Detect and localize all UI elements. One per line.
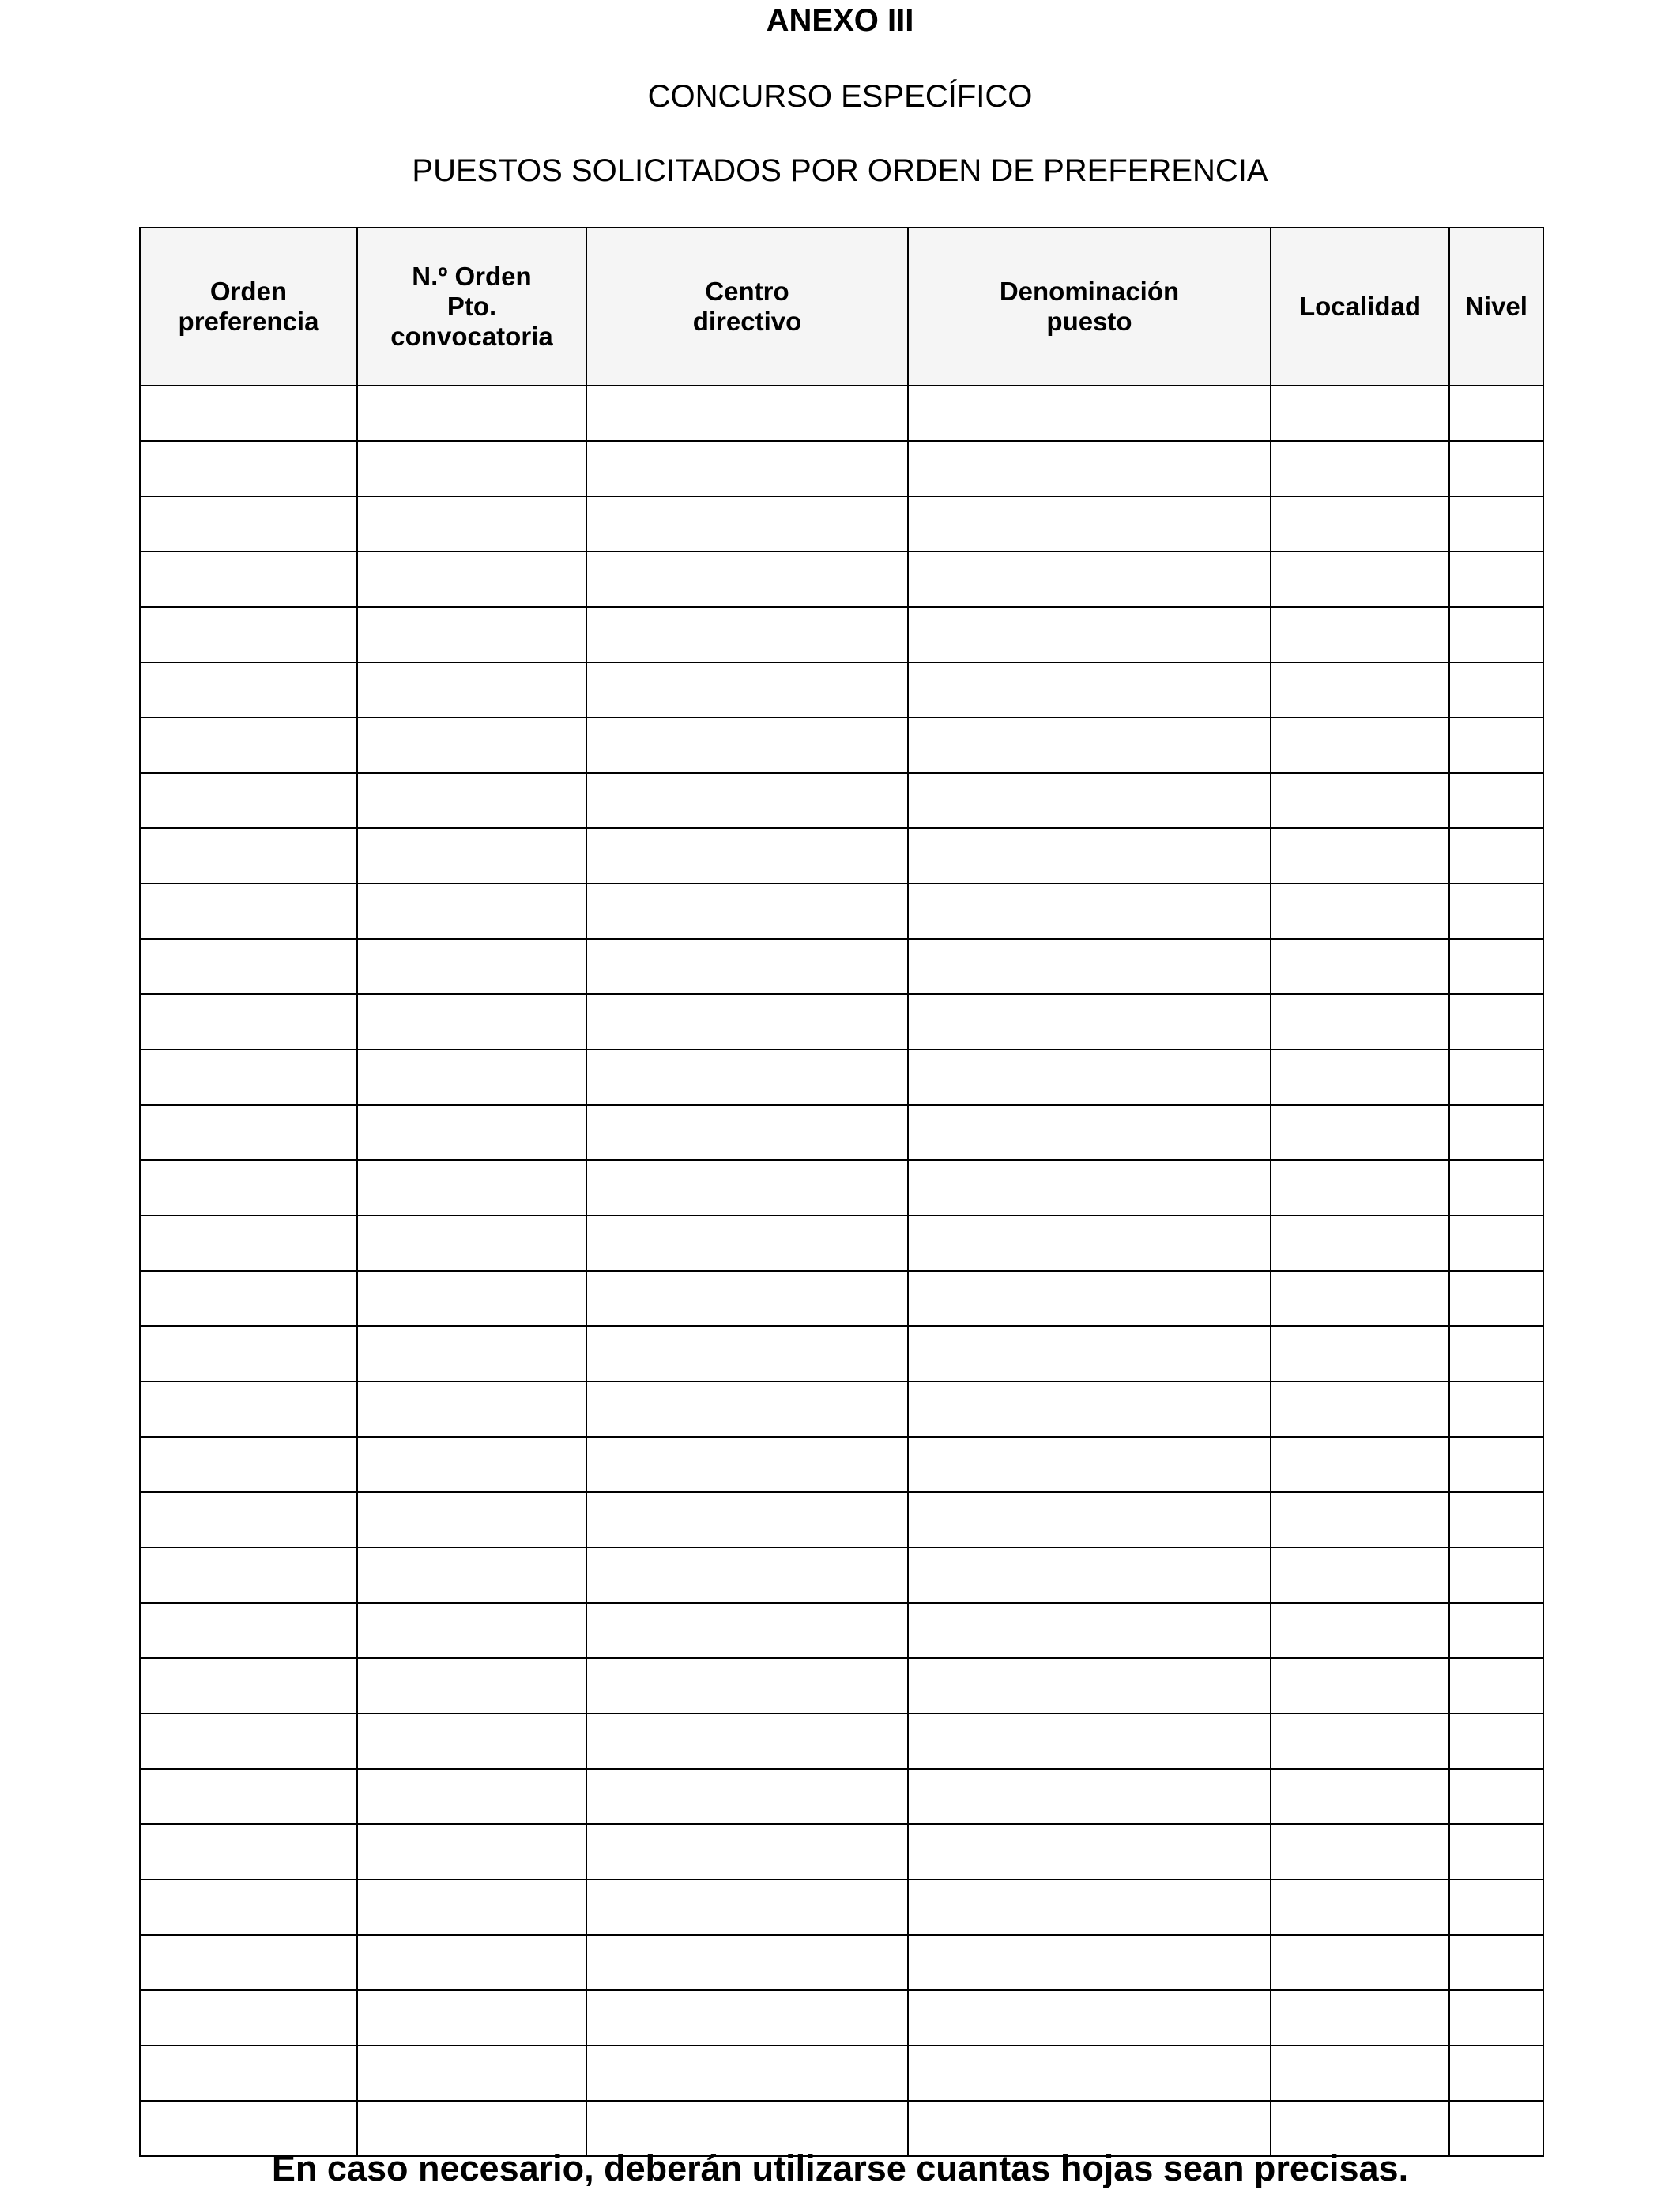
table-row — [140, 1216, 1543, 1271]
cell-centro-directivo[interactable] — [586, 1216, 908, 1271]
cell-numero-orden-puesto[interactable] — [357, 1271, 586, 1326]
cell-nivel[interactable] — [1449, 496, 1543, 552]
cell-orden-preferencia[interactable] — [140, 1603, 357, 1658]
cell-denominacion-puesto[interactable] — [908, 1713, 1271, 1769]
cell-localidad[interactable] — [1271, 552, 1449, 607]
table-row — [140, 496, 1543, 552]
table-row — [140, 386, 1543, 441]
cell-localidad[interactable] — [1271, 1160, 1449, 1216]
column-header-line: preferencia — [178, 307, 319, 336]
cell-numero-orden-puesto[interactable] — [357, 1437, 586, 1492]
cell-numero-orden-puesto[interactable] — [357, 1658, 586, 1713]
cell-numero-orden-puesto[interactable] — [357, 718, 586, 773]
cell-localidad[interactable] — [1271, 1713, 1449, 1769]
cell-centro-directivo[interactable] — [586, 441, 908, 496]
cell-centro-directivo[interactable] — [586, 773, 908, 828]
cell-localidad[interactable] — [1271, 441, 1449, 496]
cell-nivel[interactable] — [1449, 662, 1543, 718]
cell-denominacion-puesto[interactable] — [908, 1658, 1271, 1713]
cell-orden-preferencia[interactable] — [140, 1326, 357, 1382]
cell-denominacion-puesto[interactable] — [908, 1824, 1271, 1879]
cell-numero-orden-puesto[interactable] — [357, 1326, 586, 1382]
cell-denominacion-puesto[interactable] — [908, 1769, 1271, 1824]
cell-nivel[interactable] — [1449, 1547, 1543, 1603]
cell-denominacion-puesto[interactable] — [908, 662, 1271, 718]
cell-orden-preferencia[interactable] — [140, 1547, 357, 1603]
cell-localidad[interactable] — [1271, 607, 1449, 662]
table-row — [140, 552, 1543, 607]
cell-centro-directivo[interactable] — [586, 1492, 908, 1547]
cell-denominacion-puesto[interactable] — [908, 441, 1271, 496]
cell-orden-preferencia[interactable] — [140, 1492, 357, 1547]
cell-localidad[interactable] — [1271, 884, 1449, 939]
cell-orden-preferencia[interactable] — [140, 1160, 357, 1216]
cell-centro-directivo[interactable] — [586, 884, 908, 939]
cell-localidad[interactable] — [1271, 662, 1449, 718]
cell-nivel[interactable] — [1449, 1990, 1543, 2045]
cell-centro-directivo[interactable] — [586, 1935, 908, 1990]
cell-centro-directivo[interactable] — [586, 1382, 908, 1437]
cell-denominacion-puesto[interactable] — [908, 1160, 1271, 1216]
table-row — [140, 994, 1543, 1050]
cell-nivel[interactable] — [1449, 1216, 1543, 1271]
preference-table — [139, 227, 1544, 2157]
cell-nivel[interactable] — [1449, 1769, 1543, 1824]
cell-nivel[interactable] — [1449, 1713, 1543, 1769]
cell-centro-directivo[interactable] — [586, 662, 908, 718]
table-row — [140, 1271, 1543, 1326]
cell-centro-directivo[interactable] — [586, 939, 908, 994]
sheet-title: PUESTOS SOLICITADOS POR ORDEN DE PREFERENCIA — [412, 153, 1268, 188]
cell-localidad[interactable] — [1271, 1990, 1449, 2045]
cell-denominacion-puesto[interactable] — [908, 552, 1271, 607]
cell-numero-orden-puesto[interactable] — [357, 1160, 586, 1216]
cell-orden-preferencia[interactable] — [140, 607, 357, 662]
cell-centro-directivo[interactable] — [586, 607, 908, 662]
cell-centro-directivo[interactable] — [586, 1769, 908, 1824]
cell-centro-directivo[interactable] — [586, 1547, 908, 1603]
cell-orden-preferencia[interactable] — [140, 2045, 357, 2101]
cell-numero-orden-puesto[interactable] — [357, 1935, 586, 1990]
column-header-localidad — [1271, 228, 1449, 386]
cell-nivel[interactable] — [1449, 1271, 1543, 1326]
cell-denominacion-puesto[interactable] — [908, 1326, 1271, 1382]
cell-localidad[interactable] — [1271, 1603, 1449, 1658]
cell-nivel[interactable] — [1449, 607, 1543, 662]
cell-denominacion-puesto[interactable] — [908, 1935, 1271, 1990]
cell-orden-preferencia[interactable] — [140, 662, 357, 718]
cell-numero-orden-puesto[interactable] — [357, 1105, 586, 1160]
cell-nivel[interactable] — [1449, 1160, 1543, 1216]
cell-orden-preferencia[interactable] — [140, 1769, 357, 1824]
cell-orden-preferencia[interactable] — [140, 1879, 357, 1935]
cell-localidad[interactable] — [1271, 1437, 1449, 1492]
column-header-line: Orden — [209, 277, 288, 306]
cell-centro-directivo[interactable] — [586, 1603, 908, 1658]
cell-denominacion-puesto[interactable] — [908, 884, 1271, 939]
table-row — [140, 1824, 1543, 1879]
table-row — [140, 662, 1543, 718]
cell-denominacion-puesto[interactable] — [908, 1603, 1271, 1658]
cell-orden-preferencia[interactable] — [140, 1382, 357, 1437]
cell-nivel[interactable] — [1449, 1879, 1543, 1935]
cell-localidad[interactable] — [1271, 2045, 1449, 2101]
table-row — [140, 1658, 1543, 1713]
cell-centro-directivo[interactable] — [586, 1658, 908, 1713]
cell-centro-directivo[interactable] — [586, 1990, 908, 2045]
cell-localidad[interactable] — [1271, 1271, 1449, 1326]
cell-localidad[interactable] — [1271, 496, 1449, 552]
cell-numero-orden-puesto[interactable] — [357, 662, 586, 718]
cell-denominacion-puesto[interactable] — [908, 1050, 1271, 1105]
cell-numero-orden-puesto[interactable] — [357, 1547, 586, 1603]
table-row — [140, 1603, 1543, 1658]
cell-nivel[interactable] — [1449, 552, 1543, 607]
cell-localidad[interactable] — [1271, 1492, 1449, 1547]
cell-numero-orden-puesto[interactable] — [357, 1050, 586, 1105]
cell-denominacion-puesto[interactable] — [908, 1879, 1271, 1935]
cell-centro-directivo[interactable] — [586, 828, 908, 884]
cell-centro-directivo[interactable] — [586, 386, 908, 441]
cell-orden-preferencia[interactable] — [140, 994, 357, 1050]
column-header-line: directivo — [692, 307, 802, 336]
table-row — [140, 1105, 1543, 1160]
column-header-numero-orden-puesto — [357, 228, 586, 386]
cell-numero-orden-puesto[interactable] — [357, 441, 586, 496]
cell-nivel[interactable] — [1449, 1382, 1543, 1437]
cell-orden-preferencia[interactable] — [140, 1935, 357, 1990]
cell-orden-preferencia[interactable] — [140, 1050, 357, 1105]
cell-centro-directivo[interactable] — [586, 1050, 908, 1105]
cell-denominacion-puesto[interactable] — [908, 1437, 1271, 1492]
cell-localidad[interactable] — [1271, 1547, 1449, 1603]
cell-localidad[interactable] — [1271, 1105, 1449, 1160]
cell-denominacion-puesto[interactable] — [908, 2045, 1271, 2101]
table-row — [140, 1050, 1543, 1105]
cell-denominacion-puesto[interactable] — [908, 607, 1271, 662]
cell-centro-directivo[interactable] — [586, 1437, 908, 1492]
cell-nivel[interactable] — [1449, 441, 1543, 496]
cell-orden-preferencia[interactable] — [140, 1216, 357, 1271]
column-header-centro-directivo — [586, 228, 908, 386]
cell-numero-orden-puesto[interactable] — [357, 828, 586, 884]
table-row — [140, 1437, 1543, 1492]
table-row — [140, 1769, 1543, 1824]
column-header-line: Denominación — [999, 277, 1180, 306]
cell-denominacion-puesto[interactable] — [908, 939, 1271, 994]
cell-orden-preferencia[interactable] — [140, 1658, 357, 1713]
cell-orden-preferencia[interactable] — [140, 718, 357, 773]
column-header-line: puesto — [1046, 307, 1132, 336]
column-header-line: Localidad — [1298, 292, 1422, 321]
cell-nivel[interactable] — [1449, 1437, 1543, 1492]
cell-orden-preferencia[interactable] — [140, 1437, 357, 1492]
table-row — [140, 1935, 1543, 1990]
cell-denominacion-puesto[interactable] — [908, 718, 1271, 773]
cell-numero-orden-puesto[interactable] — [357, 1713, 586, 1769]
column-header-orden-preferencia — [140, 228, 357, 386]
cell-nivel[interactable] — [1449, 718, 1543, 773]
column-header-line: convocatoria — [390, 322, 553, 351]
cell-nivel[interactable] — [1449, 884, 1543, 939]
cell-denominacion-puesto[interactable] — [908, 1105, 1271, 1160]
cell-numero-orden-puesto[interactable] — [357, 607, 586, 662]
cell-numero-orden-puesto[interactable] — [357, 552, 586, 607]
cell-denominacion-puesto[interactable] — [908, 1547, 1271, 1603]
cell-denominacion-puesto[interactable] — [908, 386, 1271, 441]
table-body — [140, 386, 1543, 2156]
cell-centro-directivo[interactable] — [586, 1105, 908, 1160]
cell-denominacion-puesto[interactable] — [908, 1382, 1271, 1437]
cell-localidad[interactable] — [1271, 939, 1449, 994]
cell-nivel[interactable] — [1449, 1492, 1543, 1547]
cell-orden-preferencia[interactable] — [140, 441, 357, 496]
column-header-line: Centro — [705, 277, 789, 306]
cell-orden-preferencia[interactable] — [140, 496, 357, 552]
table-row — [140, 718, 1543, 773]
cell-orden-preferencia[interactable] — [140, 939, 357, 994]
cell-localidad[interactable] — [1271, 773, 1449, 828]
cell-numero-orden-puesto[interactable] — [357, 773, 586, 828]
cell-centro-directivo[interactable] — [586, 718, 908, 773]
cell-denominacion-puesto[interactable] — [908, 994, 1271, 1050]
cell-orden-preferencia[interactable] — [140, 1105, 357, 1160]
cell-localidad[interactable] — [1271, 1824, 1449, 1879]
column-header-line: Pto. — [446, 292, 497, 321]
column-header-denominacion-puesto — [908, 228, 1271, 386]
cell-denominacion-puesto[interactable] — [908, 828, 1271, 884]
table-row — [140, 884, 1543, 939]
cell-centro-directivo[interactable] — [586, 1271, 908, 1326]
cell-numero-orden-puesto[interactable] — [357, 1769, 586, 1824]
cell-centro-directivo[interactable] — [586, 552, 908, 607]
cell-nivel[interactable] — [1449, 1050, 1543, 1105]
cell-denominacion-puesto[interactable] — [908, 496, 1271, 552]
table-row — [140, 607, 1543, 662]
cell-localidad[interactable] — [1271, 1769, 1449, 1824]
cell-numero-orden-puesto[interactable] — [357, 939, 586, 994]
table-row — [140, 828, 1543, 884]
cell-nivel[interactable] — [1449, 773, 1543, 828]
cell-numero-orden-puesto[interactable] — [357, 1824, 586, 1879]
column-header-nivel — [1449, 228, 1543, 386]
cell-centro-directivo[interactable] — [586, 1713, 908, 1769]
cell-localidad[interactable] — [1271, 1326, 1449, 1382]
cell-denominacion-puesto[interactable] — [908, 1990, 1271, 2045]
cell-nivel[interactable] — [1449, 939, 1543, 994]
column-header-line: Nivel — [1465, 292, 1527, 321]
cell-nivel[interactable] — [1449, 1603, 1543, 1658]
cell-numero-orden-puesto[interactable] — [357, 994, 586, 1050]
cell-nivel[interactable] — [1449, 1824, 1543, 1879]
cell-numero-orden-puesto[interactable] — [357, 386, 586, 441]
table-row — [140, 1547, 1543, 1603]
cell-orden-preferencia[interactable] — [140, 386, 357, 441]
cell-localidad[interactable] — [1271, 386, 1449, 441]
cell-centro-directivo[interactable] — [586, 1879, 908, 1935]
cell-denominacion-puesto[interactable] — [908, 773, 1271, 828]
cell-localidad[interactable] — [1271, 1382, 1449, 1437]
cell-centro-directivo[interactable] — [586, 994, 908, 1050]
cell-numero-orden-puesto[interactable] — [357, 2045, 586, 2101]
table-row — [140, 1382, 1543, 1437]
table-row — [140, 939, 1543, 994]
cell-centro-directivo[interactable] — [586, 1824, 908, 1879]
cell-denominacion-puesto[interactable] — [908, 1216, 1271, 1271]
cell-numero-orden-puesto[interactable] — [357, 1382, 586, 1437]
cell-localidad[interactable] — [1271, 1216, 1449, 1271]
cell-denominacion-puesto[interactable] — [908, 1271, 1271, 1326]
cell-orden-preferencia[interactable] — [140, 773, 357, 828]
cell-localidad[interactable] — [1271, 1879, 1449, 1935]
table-header-row — [140, 228, 1543, 386]
footer-note: En caso necesario, deberán utilizarse cuantas hojas sean precisas. — [271, 2148, 1409, 2188]
cell-numero-orden-puesto[interactable] — [357, 496, 586, 552]
table-row — [140, 1326, 1543, 1382]
cell-numero-orden-puesto[interactable] — [357, 1990, 586, 2045]
table-row — [140, 2045, 1543, 2101]
cell-numero-orden-puesto[interactable] — [357, 884, 586, 939]
cell-denominacion-puesto[interactable] — [908, 1492, 1271, 1547]
cell-orden-preferencia[interactable] — [140, 1990, 357, 2045]
cell-localidad[interactable] — [1271, 994, 1449, 1050]
cell-numero-orden-puesto[interactable] — [357, 1492, 586, 1547]
table-row — [140, 1160, 1543, 1216]
cell-localidad[interactable] — [1271, 718, 1449, 773]
table-row — [140, 1879, 1543, 1935]
cell-centro-directivo[interactable] — [586, 2045, 908, 2101]
table-row — [140, 773, 1543, 828]
table-row — [140, 441, 1543, 496]
cell-nivel[interactable] — [1449, 2045, 1543, 2101]
cell-centro-directivo[interactable] — [586, 496, 908, 552]
cell-nivel[interactable] — [1449, 1105, 1543, 1160]
cell-nivel[interactable] — [1449, 828, 1543, 884]
cell-nivel[interactable] — [1449, 994, 1543, 1050]
cell-nivel[interactable] — [1449, 1935, 1543, 1990]
cell-orden-preferencia[interactable] — [140, 884, 357, 939]
cell-localidad[interactable] — [1271, 1050, 1449, 1105]
contest-type: CONCURSO ESPECÍFICO — [647, 79, 1033, 114]
cell-numero-orden-puesto[interactable] — [357, 1879, 586, 1935]
cell-nivel[interactable] — [1449, 1658, 1543, 1713]
table-row — [140, 1713, 1543, 1769]
cell-orden-preferencia[interactable] — [140, 828, 357, 884]
cell-nivel[interactable] — [1449, 1326, 1543, 1382]
cell-localidad[interactable] — [1271, 1935, 1449, 1990]
cell-orden-preferencia[interactable] — [140, 1713, 357, 1769]
cell-orden-preferencia[interactable] — [140, 552, 357, 607]
cell-nivel[interactable] — [1449, 386, 1543, 441]
cell-orden-preferencia[interactable] — [140, 1271, 357, 1326]
table-row — [140, 1492, 1543, 1547]
annex-title: ANEXO III — [766, 3, 914, 38]
cell-numero-orden-puesto[interactable] — [357, 1603, 586, 1658]
cell-orden-preferencia[interactable] — [140, 1824, 357, 1879]
cell-numero-orden-puesto[interactable] — [357, 1216, 586, 1271]
cell-centro-directivo[interactable] — [586, 1326, 908, 1382]
column-header-line: N.º Orden — [412, 262, 532, 291]
cell-centro-directivo[interactable] — [586, 1160, 908, 1216]
cell-localidad[interactable] — [1271, 828, 1449, 884]
table-row — [140, 1990, 1543, 2045]
cell-localidad[interactable] — [1271, 1658, 1449, 1713]
